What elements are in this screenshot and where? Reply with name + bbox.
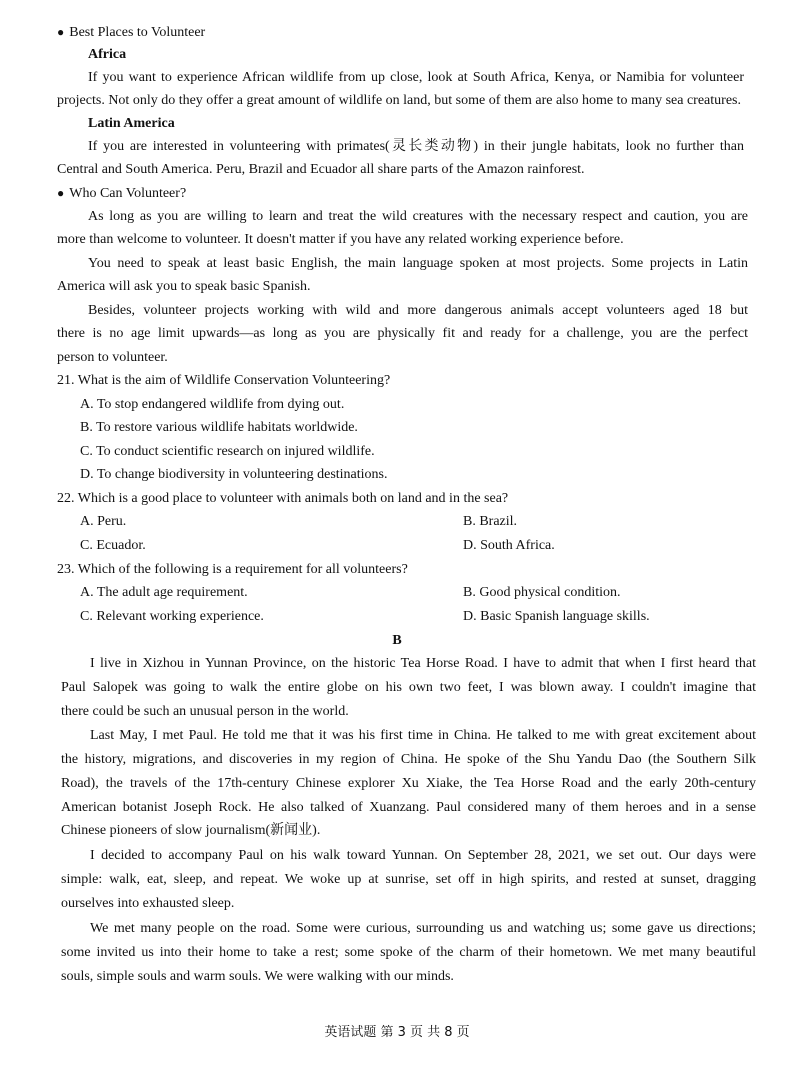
who-paragraph-line: As long as you are willing to learn and treat the wild creatures with the necessary respect and caution, you are [88,209,748,224]
passage-b-line: souls, simple souls and warm souls. We were walking with our minds. [61,969,454,984]
q23-option-b: B. Good physical condition. [463,585,621,600]
question-22-stem: 22. Which is a good place to volunteer with animals both on land and in the sea? [57,491,509,506]
who-heading: ● Who Can Volunteer? [57,186,187,201]
latin-paragraph-line: If you are interested in volunteering with primates(灵长类动物) in their jungle habitats, look no further than [88,139,744,154]
latin-heading: Latin America [88,116,175,131]
q21-option-c: C. To conduct scientific research on injured wildlife. [80,444,375,459]
passage-b-line: I live in Xizhou in Yunnan Province, on the historic Tea Horse Road. I have to admit that when I first heard that [90,656,756,671]
bullet-icon: ● [57,25,65,39]
africa-paragraph-line: If you want to experience African wildlife from up close, look at South Africa, Kenya, or Namibia for volunteer [88,70,744,85]
passage-b-line: some invited us into their home to take a rest; some spoke of the charm of their hometown. We met many beautiful [61,945,756,960]
passage-b-line: there could be such an unusual person in the world. [61,704,349,719]
africa-paragraph-line: projects. Not only do they offer a great amount of wildlife on land, but some of them are also home to many sea creatures. [57,93,741,108]
passage-b-line: the history, migrations, and discoveries in my region of China. He spoke of the Shu Yandu Dao (the Southern Silk [61,752,756,767]
passage-b-line: Road), the travels of the 17th-century Chinese explorer Xu Xiake, the Tea Horse Road and the early 20th-century [61,776,756,791]
q21-option-a: A. To stop endangered wildlife from dying out. [80,397,345,412]
africa-heading: Africa [88,47,127,62]
q21-option-b: B. To restore various wildlife habitats worldwide. [80,420,358,435]
places-heading: ● Best Places to Volunteer [57,25,206,40]
passage-b-line: Paul Salopek was going to walk the entire globe on his own two feet, I was blown away. I couldn't imagine that [61,680,756,695]
who-paragraph-line: more than welcome to volunteer. It doesn't matter if you have any related working experience before. [57,232,624,247]
who-paragraph-line: You need to speak at least basic English, the main language spoken at most projects. Some projects in Latin [88,256,748,271]
question-21-stem: 21. What is the aim of Wildlife Conservation Volunteering? [57,373,391,388]
bullet-icon: ● [57,186,65,200]
q22-option-d: D. South Africa. [463,538,555,553]
q23-option-a: A. The adult age requirement. [80,585,248,600]
who-paragraph-line: person to volunteer. [57,350,168,365]
passage-b-line: We met many people on the road. Some were curious, surrounding us and watching us; some gave us directions; [90,921,756,936]
page-footer: 英语试题 第 3 页 共 8 页 [324,1025,470,1040]
q22-option-c: C. Ecuador. [80,538,146,553]
question-23-stem: 23. Which of the following is a requirement for all volunteers? [57,562,408,577]
section-b-letter: B [392,633,402,648]
who-paragraph-line: there is no age limit upwards—as long as you are physically fit and ready for a challenge, you are the perfect [57,326,748,341]
passage-b-line: Chinese pioneers of slow journalism(新闻业). [61,823,321,838]
q23-option-c: C. Relevant working experience. [80,609,264,624]
passage-b-line: ourselves into exhausted sleep. [61,896,235,911]
who-paragraph-line: Besides, volunteer projects working with wild and more dangerous animals accept volunteers aged 18 but [88,303,748,318]
passage-b-line: Last May, I met Paul. He told me that it was his first time in China. He talked to me with great excitement about [90,728,756,743]
latin-paragraph-line: Central and South America. Peru, Brazil and Ecuador all share parts of the Amazon rainforest. [57,162,585,177]
q22-option-b: B. Brazil. [463,514,518,529]
q23-option-d: D. Basic Spanish language skills. [463,609,650,624]
passage-b-line: simple: walk, eat, sleep, and repeat. We woke up at sunrise, set off in high spirits, and rested at sunset, dragging [61,872,756,887]
passage-b-line: I decided to accompany Paul on his walk toward Yunnan. On September 28, 2021, we set out. Our days were [90,848,756,863]
q22-option-a: A. Peru. [80,514,127,529]
q21-option-d: D. To change biodiversity in volunteering destinations. [80,467,388,482]
passage-b-line: American botanist Joseph Rock. He also talked of Xuanzang. Paul considered many of them heroes and in a sense [61,800,756,815]
who-paragraph-line: America will ask you to speak basic Spanish. [57,279,311,294]
